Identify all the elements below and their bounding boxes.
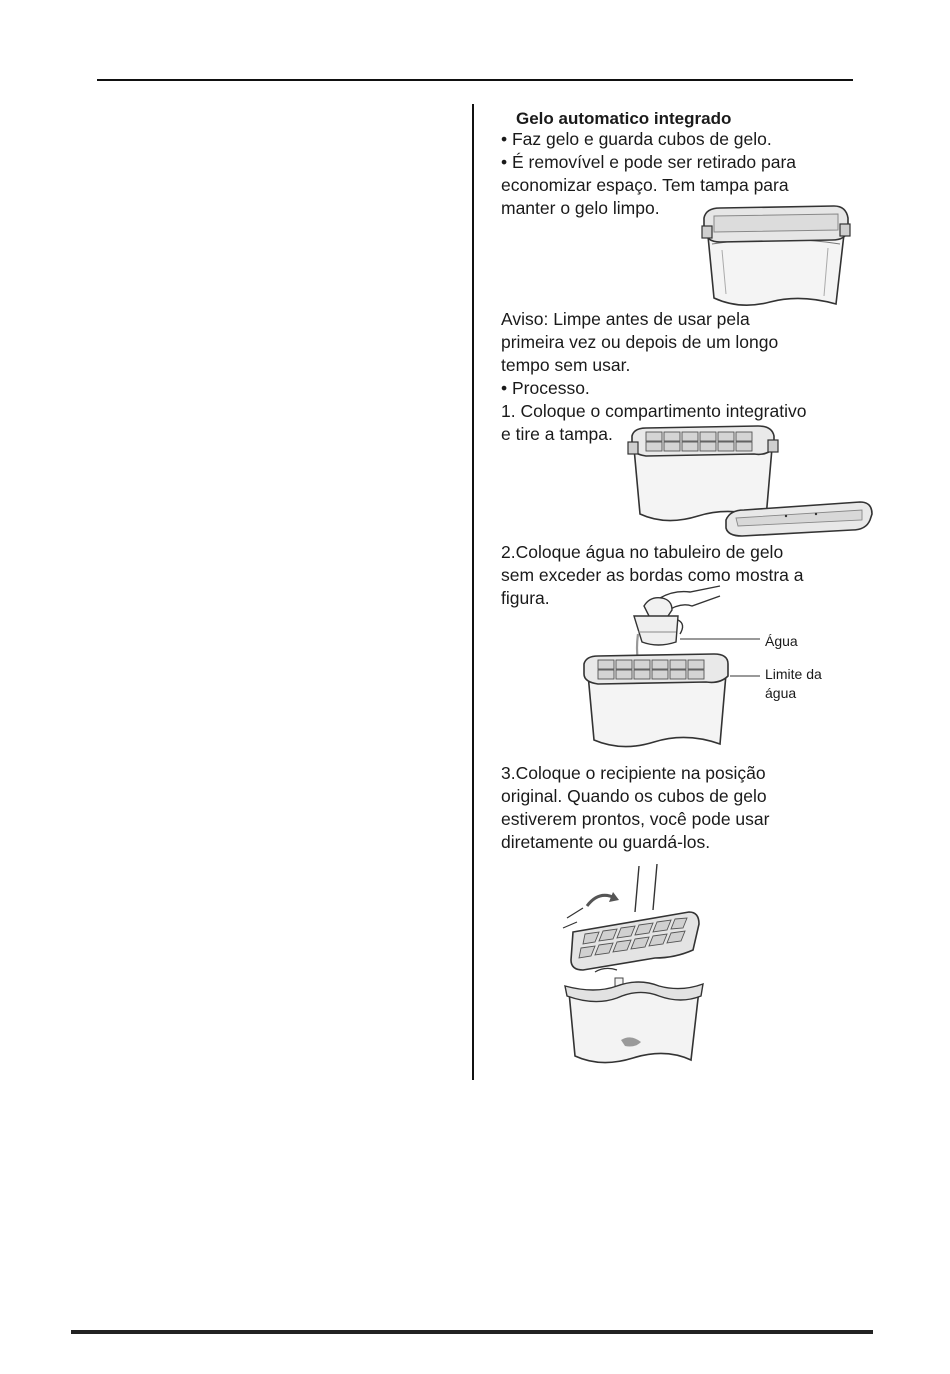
- step1-line-2: e tire a tampa.: [501, 424, 613, 444]
- intro-line-1: • Faz gelo e guarda cubos de gelo.: [501, 129, 772, 149]
- step2-line-1: 2.Coloque água no tabuleiro de gelo: [501, 542, 784, 562]
- step3-line-4: diretamente ou guardá-los.: [501, 832, 711, 852]
- column-divider: [472, 104, 474, 1080]
- ice-box-lid-removed-illustration: [626, 418, 876, 542]
- intro-line-3: economizar espaço. Tem tampa para: [501, 175, 789, 195]
- pouring-water-illustration: [580, 582, 765, 752]
- process-label: • Processo.: [501, 378, 590, 398]
- warning-line-3: tempo sem usar.: [501, 355, 631, 375]
- header-rule: [97, 79, 853, 81]
- water-limit-label-2: água: [765, 685, 797, 701]
- step3-line-1: 3.Coloque o recipiente na posição: [501, 763, 766, 783]
- footer-rule: [71, 1330, 873, 1334]
- water-limit-label-1: Limite da: [765, 666, 822, 682]
- intro-line-2: • É removível e pode ser retirado para: [501, 152, 797, 172]
- step2-line-2: sem exceder as bordas como mostra a: [501, 565, 804, 585]
- warning-line-2: primeira vez ou depois de um longo: [501, 332, 779, 352]
- step3-line-2: original. Quando os cubos de gelo: [501, 786, 767, 806]
- step3-line-3: estiverem prontos, você pode usar: [501, 809, 770, 829]
- ice-box-with-lid-illustration: [700, 200, 852, 308]
- twisting-ice-tray-illustration: [555, 862, 715, 1074]
- warning-line-1: Aviso: Limpe antes de usar pela: [501, 309, 750, 329]
- step2-line-3: figura.: [501, 588, 550, 608]
- intro-line-4: manter o gelo limpo.: [501, 198, 660, 218]
- water-label: Água: [765, 633, 798, 649]
- step1-line-1: 1. Coloque o compartimento integrativo: [501, 401, 807, 421]
- section-title: Gelo automatico integrado: [516, 109, 732, 128]
